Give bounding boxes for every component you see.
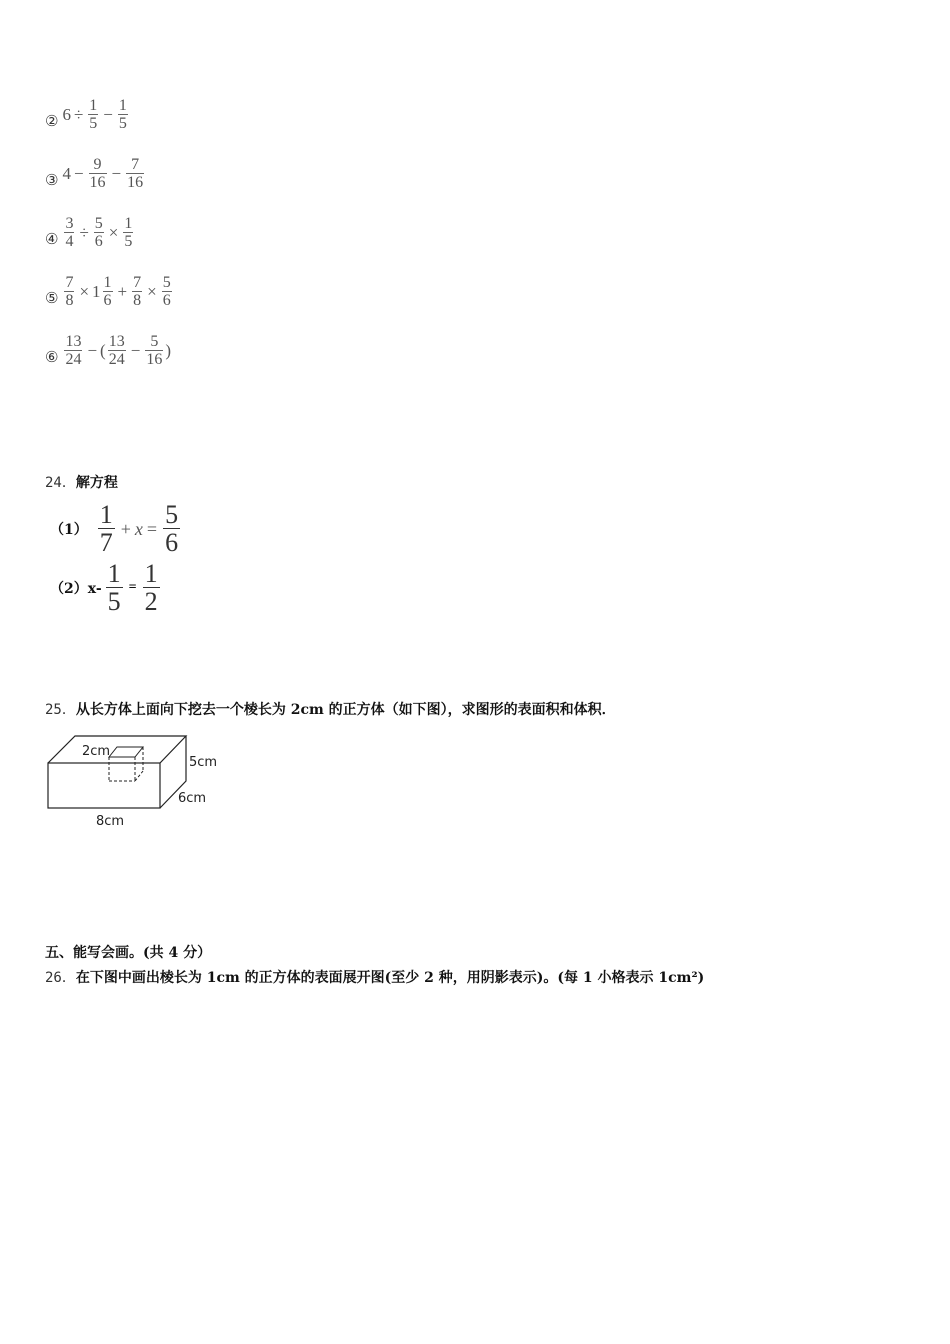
numerator: 5 [94, 215, 103, 232]
fraction [163, 502, 180, 556]
expression-label: ③ [45, 171, 59, 189]
numerator: 7 [65, 274, 74, 291]
operator: − [130, 341, 141, 360]
numerator: 1 [107, 559, 121, 588]
fraction [94, 216, 104, 250]
denominator: 5 [124, 233, 133, 250]
question-number: 25． [45, 702, 76, 718]
section-5-title: 五、能写会画。(共 4 分） [45, 945, 212, 961]
operator: − [103, 105, 113, 124]
equals-sign: = [128, 580, 137, 595]
numerator: 5 [150, 333, 159, 350]
hidden-cube-edges [109, 747, 143, 781]
fraction [145, 334, 163, 368]
denominator: 2 [144, 587, 158, 616]
operator: ÷ [73, 105, 84, 124]
denominator: 5 [89, 115, 98, 132]
fraction [126, 157, 144, 191]
fraction [88, 98, 98, 132]
denominator: 6 [94, 233, 103, 250]
numerator: 1 [89, 97, 98, 114]
numerator: 13 [65, 333, 82, 350]
denominator: 5 [118, 115, 127, 132]
operator: − [111, 164, 122, 183]
numerator: 1 [103, 274, 112, 291]
expression-5 [45, 275, 174, 309]
denominator: 8 [133, 292, 142, 309]
number: 6 [62, 105, 71, 124]
fraction [123, 216, 133, 250]
fraction [64, 334, 82, 368]
fraction [118, 98, 128, 132]
denominator: 6 [165, 528, 179, 557]
operator: + [117, 282, 128, 301]
depth-label: 6cm [178, 791, 207, 806]
numerator: 1 [99, 500, 113, 529]
question-text: 在下图中画出棱长为 1cm 的正方体的表面展开图(至少 2 种，用阴影表示)。(每 1 小格表示 1cm²) [75, 970, 705, 986]
denominator: 16 [89, 174, 106, 191]
denominator: 16 [146, 351, 163, 368]
fraction [89, 157, 107, 191]
question-number: 24． [45, 475, 76, 491]
cuboid-top-face [48, 736, 186, 763]
number: 1 [92, 282, 101, 301]
numerator: 7 [133, 274, 142, 291]
fraction [64, 216, 74, 250]
expression-label: ⑤ [45, 289, 59, 307]
operator: × [79, 282, 90, 301]
operator: × [147, 282, 157, 301]
numerator: 13 [108, 333, 125, 350]
denominator: 8 [65, 292, 74, 309]
number: ( [100, 341, 106, 360]
fraction [132, 275, 142, 309]
expression-2 [45, 98, 130, 132]
denominator: 4 [65, 233, 74, 250]
plus-sign: + [120, 518, 131, 539]
question-26-title [45, 967, 704, 987]
denominator: 16 [127, 174, 144, 191]
numerator: 5 [165, 500, 179, 529]
length-label: 8cm [96, 814, 125, 829]
variable-x: x [134, 518, 143, 539]
expression-label: ② [45, 112, 59, 130]
cuboid-figure [45, 733, 230, 833]
cube-opening [109, 747, 143, 757]
fraction [143, 561, 160, 615]
equation-2 [50, 561, 162, 615]
question-text: 从长方体上面向下挖去一个棱长为 2cm 的正方体（如下图），求图形的表面积和体积． [75, 702, 616, 718]
cuboid-drawing [45, 733, 230, 833]
numerator: 9 [93, 156, 102, 173]
operator: − [73, 164, 84, 183]
number: 4 [62, 164, 71, 183]
numerator: 1 [144, 559, 158, 588]
operator: × [108, 223, 119, 242]
cube-edge-label: 2cm [82, 744, 111, 759]
numerator: 1 [124, 215, 133, 232]
expression-label: ④ [45, 230, 59, 248]
numerator: 3 [65, 215, 74, 232]
denominator: 6 [103, 292, 112, 309]
fraction [106, 561, 123, 615]
fraction [64, 275, 74, 309]
numerator: 7 [131, 156, 140, 173]
numerator: 5 [162, 274, 171, 291]
height-label: 5cm [189, 755, 218, 770]
expression-4 [45, 216, 135, 250]
denominator: 7 [99, 528, 113, 557]
equation-1 [50, 502, 182, 556]
question-25-title [45, 699, 616, 719]
expression-label: ⑥ [45, 348, 59, 366]
question-number: 26． [45, 970, 76, 986]
equals-sign: = [146, 518, 158, 539]
expression-6 [45, 334, 171, 368]
fraction [108, 334, 126, 368]
fraction [162, 275, 172, 309]
expression-3 [45, 157, 146, 191]
denominator: 24 [65, 351, 82, 368]
fraction [103, 275, 113, 309]
operator: ÷ [79, 223, 89, 242]
operator: − [87, 341, 98, 360]
equation-label: （1） [50, 522, 88, 538]
equation-label: （2）x- [50, 581, 102, 597]
question-24-title [45, 472, 118, 492]
denominator: 6 [162, 292, 171, 309]
number: ) [165, 341, 171, 360]
denominator: 5 [107, 587, 121, 616]
numerator: 1 [118, 97, 127, 114]
denominator: 24 [108, 351, 125, 368]
fraction [98, 502, 115, 556]
question-text: 解方程 [75, 475, 118, 491]
